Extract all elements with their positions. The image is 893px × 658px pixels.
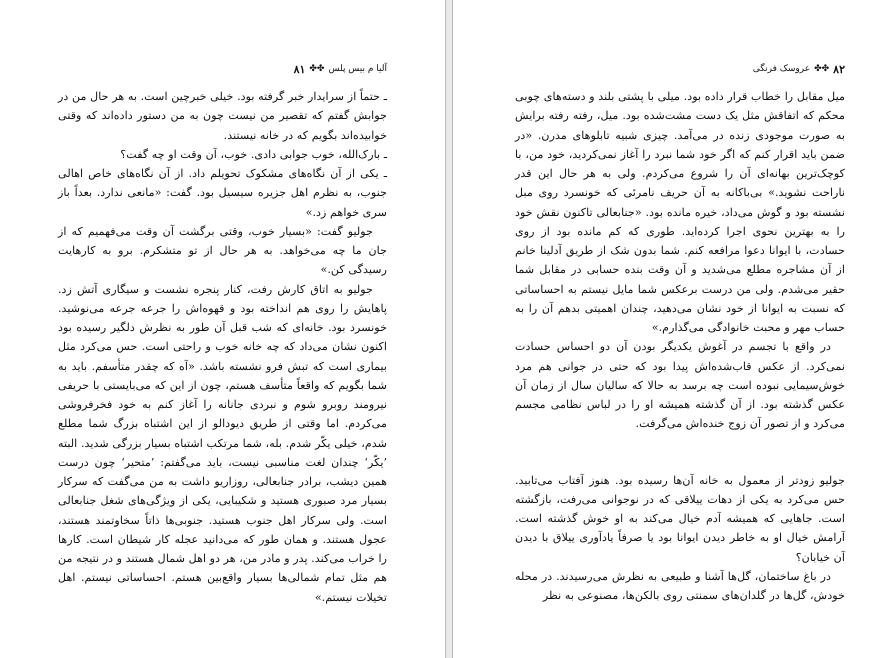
left-page-body [58,87,387,607]
page-number: ۸۱ [293,62,306,76]
paragraph: جولیو گفت: «بسیار خوب، وقتی برگشت آن وقت می‌فهمیم که از جان ما چه می‌خواهد. به هر حال از تو متشکرم. برو به کارهایت رسیدگی کن.» [58,224,387,277]
book-gutter [445,0,453,658]
paragraph: در باغ ساختمان، گل‌ها آشنا و طبیعی به نظرش می‌رسیدند. در محله خودش، گل‌ها در گلدان‌های سمنتی روی بالکن‌ها، مصنوعی به نظر [515,569,845,602]
page-number: ۸۲ [833,62,845,76]
paragraph: در واقع با تجسم در آغوش یکدیگر بودن آن دو احساس حسادت نمی‌کرد. از عکس قاب‌شده‌اش پیدا بود که حتی در جوانی هم مرد خوش‌سیمایی نبوده است چه برسد به حالا که سالیان سال از زمان آن عکس گذشته بود. از آن گذشته همیشه او را در لباس نظامی مجسم می‌کرد و از تصور آن زوج خنده‌اش می‌گرفت. [515,340,845,431]
paragraph: ـ یکی از آن نگاه‌های مشکوک تحویلم داد. از آن نگاه‌های خاص اهالی جنوب، به نظرم اهل جزیره سیسیل بود. گفت: «مانعی ندارد. بعداً باز سری خواهم زد.» [58,167,387,219]
running-title: عروسک فرنگی [752,64,811,74]
paragraph: جولیو به اتاق کارش رفت، کنار پنجره نشست و سیگاری آتش زد. پاهایش را روی هم انداخته بود و قهوه‌اش را جرعه جرعه می‌نوشید. خونسرد بود. خانه‌ای که شب قبل آن طور به نظرش دلگیر رسیده بود اکنون نشان می‌داد که چه خانه خوب و راحتی است. حس می‌کرد مثل بیماری است که تبش فرو نشسته باشد. «آه که چقدر متأسفم. باید به شما بگویم که واقعاً متأسف هستم، چون از این که می‌بایستی با حریفی نیرومند روبرو شوم و نبردی جانانه را آغاز کنم به خود فخرفروشی می‌کردم. اما وقتی از طریق دیودالو از این اشتباه بزرگ شما مطلع شدم، خیلی یکّر شدم. بله، شما مرتکب اشتباه بسیار بزرگی شدید. البته ’یکّر‘ چندان لغت مناسبی نیست، باید می‌گفتم: ’متحیر‘ چون درست همین دیشب، برادر جنابعالی، روزاریو داشت به من می‌گفت که سرکار بسیار مرد صبوری هستید و شکیبایی، یکی از ویژگی‌های شغل جنابعالی است. ولی سرکار اهل جنوب هستید. جنوبی‌ها ذاتاً سخاوتمند هستند، عجول هستند. و همان طور که می‌دانید عجله کار شیطان است. کارها را خراب می‌کند. پدر و مادر من، هر دو اهل شمال هستند و در نتیجه من هم مثل تمام شمالی‌ها بسیار واقع‌بین هستم. احساساتی نیستم. اهل تخیلات نیستم.» [58,282,387,604]
paragraph: ـ حتماً از سرایدار خبر گرفته بود. خیلی خبرچین است. به هر حال من در جوابش گفتم که تقصیر من نیست چون به من دستور داده‌اند که وقتی خوابیده‌اند بگویم که در خانه نیستند. [58,90,387,142]
section-break [515,434,845,471]
paragraph: جولیو زودتر از معمول به خانه آن‌ها رسیده بود. هنوز آفتاب می‌تابید. حس می‌کرد به یکی از دهات ییلاقی که در نوجوانی می‌رفت، بازگشته است. جاهایی که همیشه آدم خیال می‌کند به او خوش گذشته است. آرامش خیال او به خاطر دیدن ایوانا بود یا صرفاً یادآوری ییلاق با دیدن آن خیابان؟ [515,473,845,564]
left-page [0,0,445,658]
right-page-body [515,87,845,605]
ornament-icon: ✤✤ [814,64,830,74]
paragraph: میل مقابل را خطاب قرار داده بود. میلی با پشتی بلند و دسته‌های چوبی محکم که اتفاقش مثل یک دست مشت‌شده بود. میل، رفته رفته برایش به صورت موجودی زنده در می‌آمد. چیزی شبیه تابلوهای مدرن. «در ضمن باید اقرار کنم که اگر خود شما نبرد را آغاز نمی‌کردید، خود من، با کوچک‌ترین بهانه‌ای آن را شروع می‌کردم. ولی به هر حال این قدر ناراحت نشوید.» بی‌باکانه به آن حریف نامرئی که خونسرد روی مبل نشسته بود و گوش می‌داد، خیره مانده بود. «جنابعالی تاکنون نقش خود را به بهترین نحوی اجرا کرده‌اید. طوری که کم مانده بود از روی حسادت، با ایوانا دعوا مرافعه کنم. شما بدون شک از طریق آدلینا خانم از آن مشاجره مطلع می‌شدید و آن وقت بنده حسابی در مقابل شما حقیر می‌شدم. ولی من درست برعکس شما مایل نیستم به احساساتی که نسبت به ایوانا از خود نشان می‌دهید، چندان اهمیتی بدهم آن را به حساب مهر و محبت خانوادگی می‌گذارم.» [515,90,845,334]
ornament-icon: ✤✤ [309,64,325,74]
right-page-header [515,61,845,77]
paragraph: ـ بارک‌الله، خوب جوابی دادی. خوب، آن وقت او چه گفت؟ [120,147,387,161]
right-page [453,0,893,658]
running-title: آلیا م بیس پلس [328,64,387,74]
left-page-header [58,61,387,77]
